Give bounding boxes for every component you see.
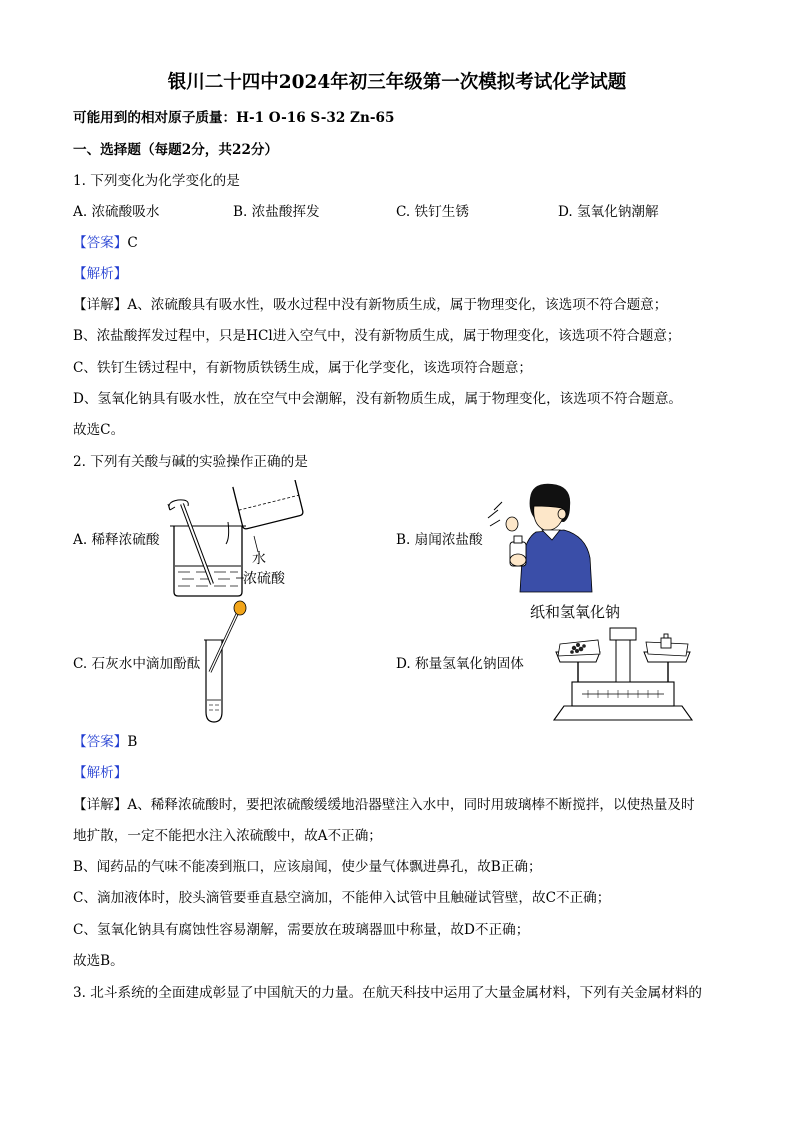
q2-answer xyxy=(73,734,137,751)
q1-conclusion: 故选C。 xyxy=(73,422,125,438)
figure-fanning-smell xyxy=(486,480,596,595)
q2-explain-b: B、闻药品的气味不能凑到瓶口，应该扇闻，使少量气体飘进鼻孔，故B正确； xyxy=(73,859,542,875)
label-conc-acid: 浓硫酸 xyxy=(243,571,285,587)
q2-conclusion: 故选B。 xyxy=(73,953,124,969)
detail-tag: 【详解】 xyxy=(73,297,128,313)
atomic-mass-note: 可能用到的相对原子质量：H-1 O-16 S-32 Zn-65 xyxy=(73,110,395,126)
q2-stem: 2. 下列有关酸与碱的实验操作正确的是 xyxy=(73,454,308,470)
q1-option-b: B. 浓盐酸挥发 xyxy=(233,204,320,220)
section-heading: 一、选择题（每题2分，共22分） xyxy=(73,142,279,158)
q2-explain-d: C、氢氧化钠具有腐蚀性容易潮解，需要放在玻璃器皿中称量，故D不正确； xyxy=(73,922,530,938)
q1-stem: 1. 下列变化为化学变化的是 xyxy=(73,173,240,189)
q2-explain-a2: 地扩散，一定不能把水注入浓硫酸中，故A不正确； xyxy=(73,828,382,844)
label-paper-naoh: 纸和氢氧化钠 xyxy=(530,603,621,621)
q1-explain-a xyxy=(73,297,667,314)
explain-line: A、稀释浓硫酸时，要把浓硫酸缓缓地沿器壁注入水中，同时用玻璃棒不断搅拌，以使热量及时 xyxy=(127,797,695,813)
answer-value: B xyxy=(127,734,138,750)
answer-value: C xyxy=(127,235,138,251)
q1-option-a: A. 浓硫酸吸水 xyxy=(73,204,160,220)
q3-stem: 3. 北斗系统的全面建成彰显了中国航天的力量。在航天科技中运用了大量金属材料，下列有关金属材料的 xyxy=(73,985,703,1001)
q2-option-a: A. 稀释浓硫酸 xyxy=(73,532,160,548)
q2-explain-a1 xyxy=(73,797,695,814)
figure-dropper xyxy=(196,600,256,725)
explain-line: A、浓硫酸具有吸水性，吸水过程中没有新物质生成，属于物理变化，该选项不符合题意； xyxy=(127,297,668,313)
q1-explain-b: B、浓盐酸挥发过程中，只是HCl进入空气中，没有新物质生成，属于物理变化，该选项不符合题意； xyxy=(73,328,681,344)
q1-explain-c: C、铁钉生锈过程中，有新物质铁锈生成，属于化学变化，该选项符合题意； xyxy=(73,360,532,376)
answer-tag: 【答案】 xyxy=(73,235,128,251)
figure-dilute-acid xyxy=(160,480,320,600)
q1-option-d: D. 氢氧化钠潮解 xyxy=(558,204,659,220)
label-water: 水 xyxy=(252,551,266,567)
q2-analysis-tag: 【解析】 xyxy=(73,765,128,781)
q1-option-c: C. 铁钉生锈 xyxy=(396,204,469,220)
q2-explain-c: C、滴加液体时，胶头滴管要垂直悬空滴加，不能伸入试管中且触碰试管壁，故C不正确； xyxy=(73,890,611,906)
q2-option-c: C. 石灰水中滴加酚酞 xyxy=(73,656,201,672)
q1-answer xyxy=(73,235,138,252)
q1-analysis-tag: 【解析】 xyxy=(73,266,128,282)
q1-explain-d: D、氢氧化钠具有吸水性，放在空气中会潮解，没有新物质生成，属于物理变化，该选项不符合题意。 xyxy=(73,391,683,407)
figure-balance xyxy=(548,624,698,724)
detail-tag: 【详解】 xyxy=(73,797,128,813)
q2-option-b: B. 扇闻浓盐酸 xyxy=(396,532,483,548)
q2-option-d: D. 称量氢氧化钠固体 xyxy=(396,656,524,672)
exam-title: 银川二十四中2024年初三年级第一次模拟考试化学试题 xyxy=(167,72,627,93)
answer-tag: 【答案】 xyxy=(73,734,128,750)
